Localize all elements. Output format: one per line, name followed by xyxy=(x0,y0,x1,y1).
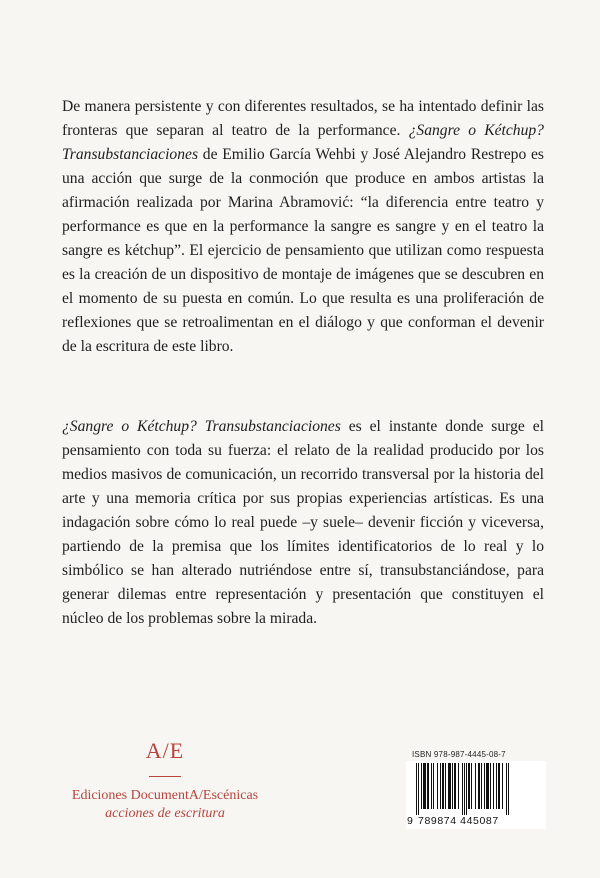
isbn-label: ISBN 978-987-4445-08-7 xyxy=(412,750,506,759)
publisher-logo-text: A/E xyxy=(145,738,185,763)
barcode-bar xyxy=(471,763,472,809)
barcode-rest-digits: 789874 445087 xyxy=(418,815,499,827)
logo-underline xyxy=(149,776,181,777)
barcode-bar xyxy=(478,763,480,809)
publisher-block xyxy=(40,738,290,823)
barcode-bar xyxy=(454,763,456,809)
barcode-bar xyxy=(418,763,419,815)
para2-body: es el instante donde surge el pensamiento con toda su fuerza: el relato de la realidad producido por los medios masivos de comunicación, un recorrido transversal por la historia del arte y una memoria crítica por sus propias experiencias artísticas. Es una indagación sobre cómo lo real puede –y suele– devenir ficción y viceversa, partiendo de la premisa que los límites identificatorios de lo real y lo simbólico se han alterado nutriéndose entre sí, transubstanciándose, para generar dilemas entre representación y presentación que constituyen el núcleo de los problemas sobre la mirada. xyxy=(62,418,544,627)
barcode-bar xyxy=(423,763,426,809)
para1-book-title: ¿Sangre o Kétchup? Transubstanciaciones xyxy=(62,122,544,163)
synopsis-paragraph-2 xyxy=(62,415,544,631)
barcode-bars xyxy=(416,763,542,815)
barcode-bar xyxy=(506,763,507,815)
barcode-bar xyxy=(484,763,485,809)
para1-body: de Emilio García Wehbi y José Alejandro Restrepo es una acción que surge de la conmoción que produce en ambos artistas la afirmación realizada por Marina Abramović: “la diferencia entre teatro y performance es que en la performance la sangre es sangre y en el teatro la sangre es kétchup”. El ejercicio de pensamiento que utilizan como respuesta es la creación de un dispositivo de montaje de imágenes que se descubren en el momento de su puesta en común. Lo que resulta es una proliferación de reflexiones que se retroalimentan en el diálogo y que conforman el devenir de la escritura de este libro. xyxy=(62,146,544,355)
publisher-logo xyxy=(145,738,185,776)
barcode-bar xyxy=(486,763,489,809)
barcode-bar xyxy=(445,763,446,809)
barcode-bar xyxy=(427,763,429,809)
barcode-bar xyxy=(452,763,453,809)
barcode-bar xyxy=(468,763,470,809)
barcode-box xyxy=(406,761,546,829)
barcode-bar xyxy=(475,763,476,809)
para2-book-title: ¿Sangre o Kétchup? Transubstanciaciones xyxy=(62,418,341,435)
barcode-bar xyxy=(466,763,467,815)
synopsis-paragraph-1 xyxy=(62,95,544,359)
barcode-bar xyxy=(421,763,422,809)
barcode-bar xyxy=(448,763,451,809)
barcode-first-digit: 9 xyxy=(407,815,414,827)
barcode-bar xyxy=(508,763,509,815)
barcode-bar xyxy=(502,763,503,809)
barcode-bar xyxy=(437,763,438,809)
barcode-bar xyxy=(490,763,491,809)
barcode-bar xyxy=(498,763,500,809)
barcode-bar xyxy=(462,763,463,815)
barcode-bar xyxy=(440,763,441,809)
isbn-barcode xyxy=(406,750,556,829)
barcode-bar xyxy=(458,763,459,809)
barcode-bar xyxy=(496,763,497,809)
barcode-bar xyxy=(431,763,432,809)
para1-intro: De manera persistente y con diferentes resultados, se ha intentado definir las fronteras que separan al teatro de la performance. xyxy=(62,98,544,139)
barcode-bar xyxy=(481,763,482,809)
barcode-bar xyxy=(416,763,417,815)
barcode-bar xyxy=(433,763,434,809)
barcode-bar xyxy=(464,763,465,815)
publisher-motto: acciones de escritura xyxy=(105,806,225,821)
barcode-bar xyxy=(442,763,444,809)
barcode-bar xyxy=(493,763,494,809)
publisher-name: Ediciones DocumentA/Escénicas xyxy=(71,788,259,803)
